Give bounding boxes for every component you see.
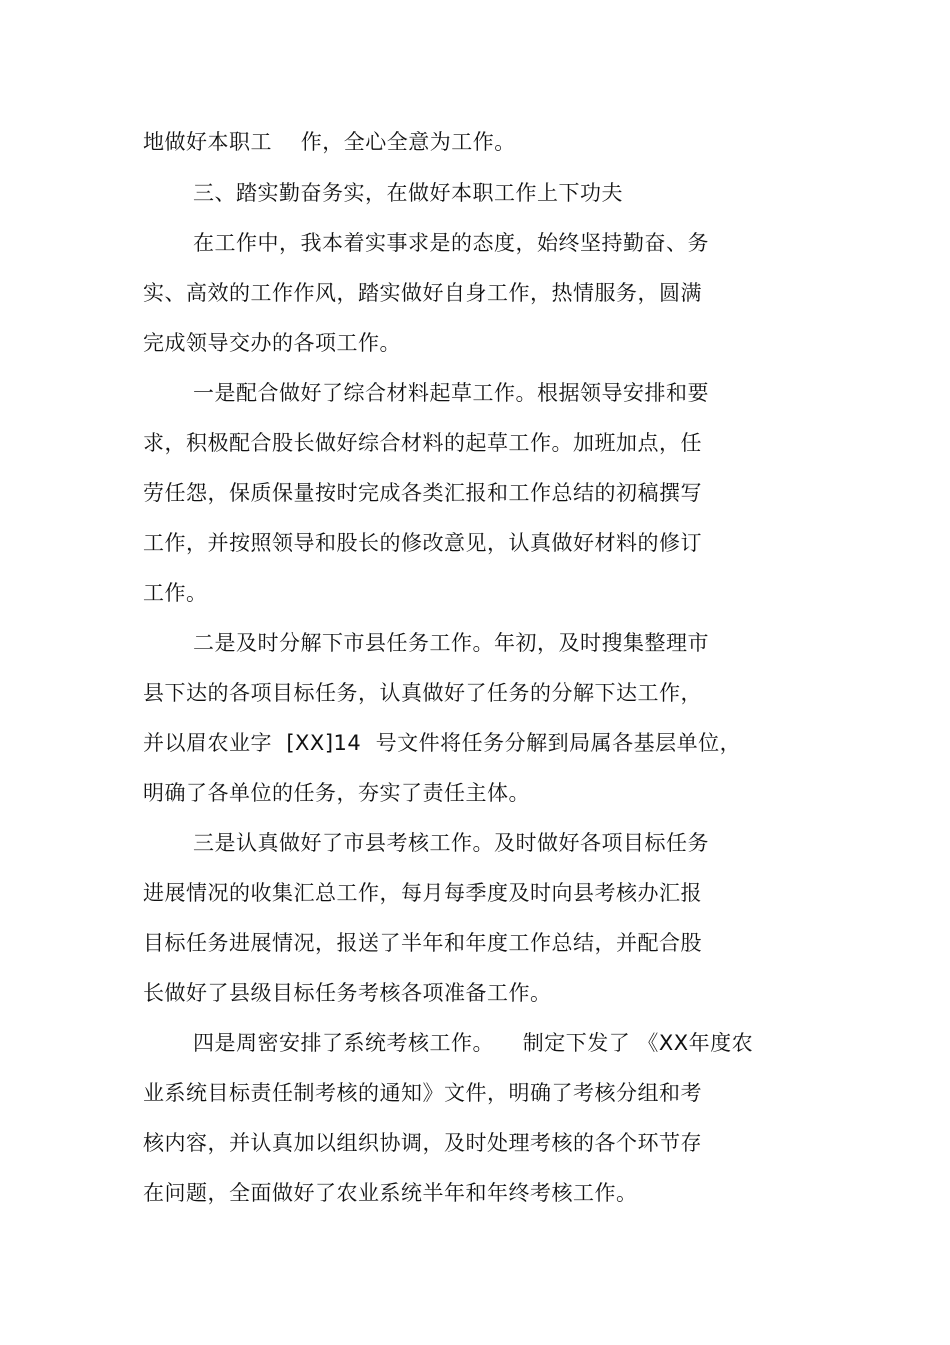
text-line: 明确了各单位的任务，夯实了责任主体。 <box>143 781 530 805</box>
text-line: 目标任务进展情况，报送了半年和年度工作总结，并配合股 <box>143 931 702 955</box>
text-line: 核内容，并认真加以组织协调，及时处理考核的各个环节存 <box>143 1131 702 1155</box>
text-line: 业系统目标责任制考核的通知》文件，明确了考核分组和考 <box>143 1081 702 1105</box>
text-line: 县下达的各项目标任务，认真做好了任务的分解下达工作， <box>143 681 702 705</box>
text-line: 地做好本职工 作，全心全意为工作。 <box>143 130 516 154</box>
text-line: 长做好了县级目标任务考核各项准备工作。 <box>143 981 552 1005</box>
text-line: 完成领导交办的各项工作。 <box>143 331 401 355</box>
text-line: 在工作中，我本着实事求是的态度，始终坚持勤奋、务 <box>193 231 709 255</box>
text-line: 四是周密安排了系统考核工作。 制定下发了 《XX年度农 <box>193 1031 754 1055</box>
text-line: 三是认真做好了市县考核工作。及时做好各项目标任务 <box>193 831 709 855</box>
text-line: 求，积极配合股长做好综合材料的起草工作。加班加点，任 <box>143 431 702 455</box>
section-heading: 三、踏实勤奋务实，在做好本职工作上下功夫 <box>193 181 623 205</box>
text-line: 并以眉农业字 [XX]14 号文件将任务分解到局属各基层单位， <box>143 731 742 755</box>
text-line: 在问题，全面做好了农业系统半年和年终考核工作。 <box>143 1181 638 1205</box>
text-line: 劳任怨，保质保量按时完成各类汇报和工作总结的初稿撰写 <box>143 481 702 505</box>
text-line: 工作，并按照领导和股长的修改意见，认真做好材料的修订 <box>143 531 702 555</box>
text-line: 一是配合做好了综合材料起草工作。根据领导安排和要 <box>193 381 709 405</box>
text-line: 实、高效的工作作风，踏实做好自身工作，热情服务，圆满 <box>143 281 702 305</box>
text-line: 进展情况的收集汇总工作，每月每季度及时向县考核办汇报 <box>143 881 702 905</box>
text-line: 工作。 <box>143 581 208 605</box>
text-line: 二是及时分解下市县任务工作。年初，及时搜集整理市 <box>193 631 709 655</box>
